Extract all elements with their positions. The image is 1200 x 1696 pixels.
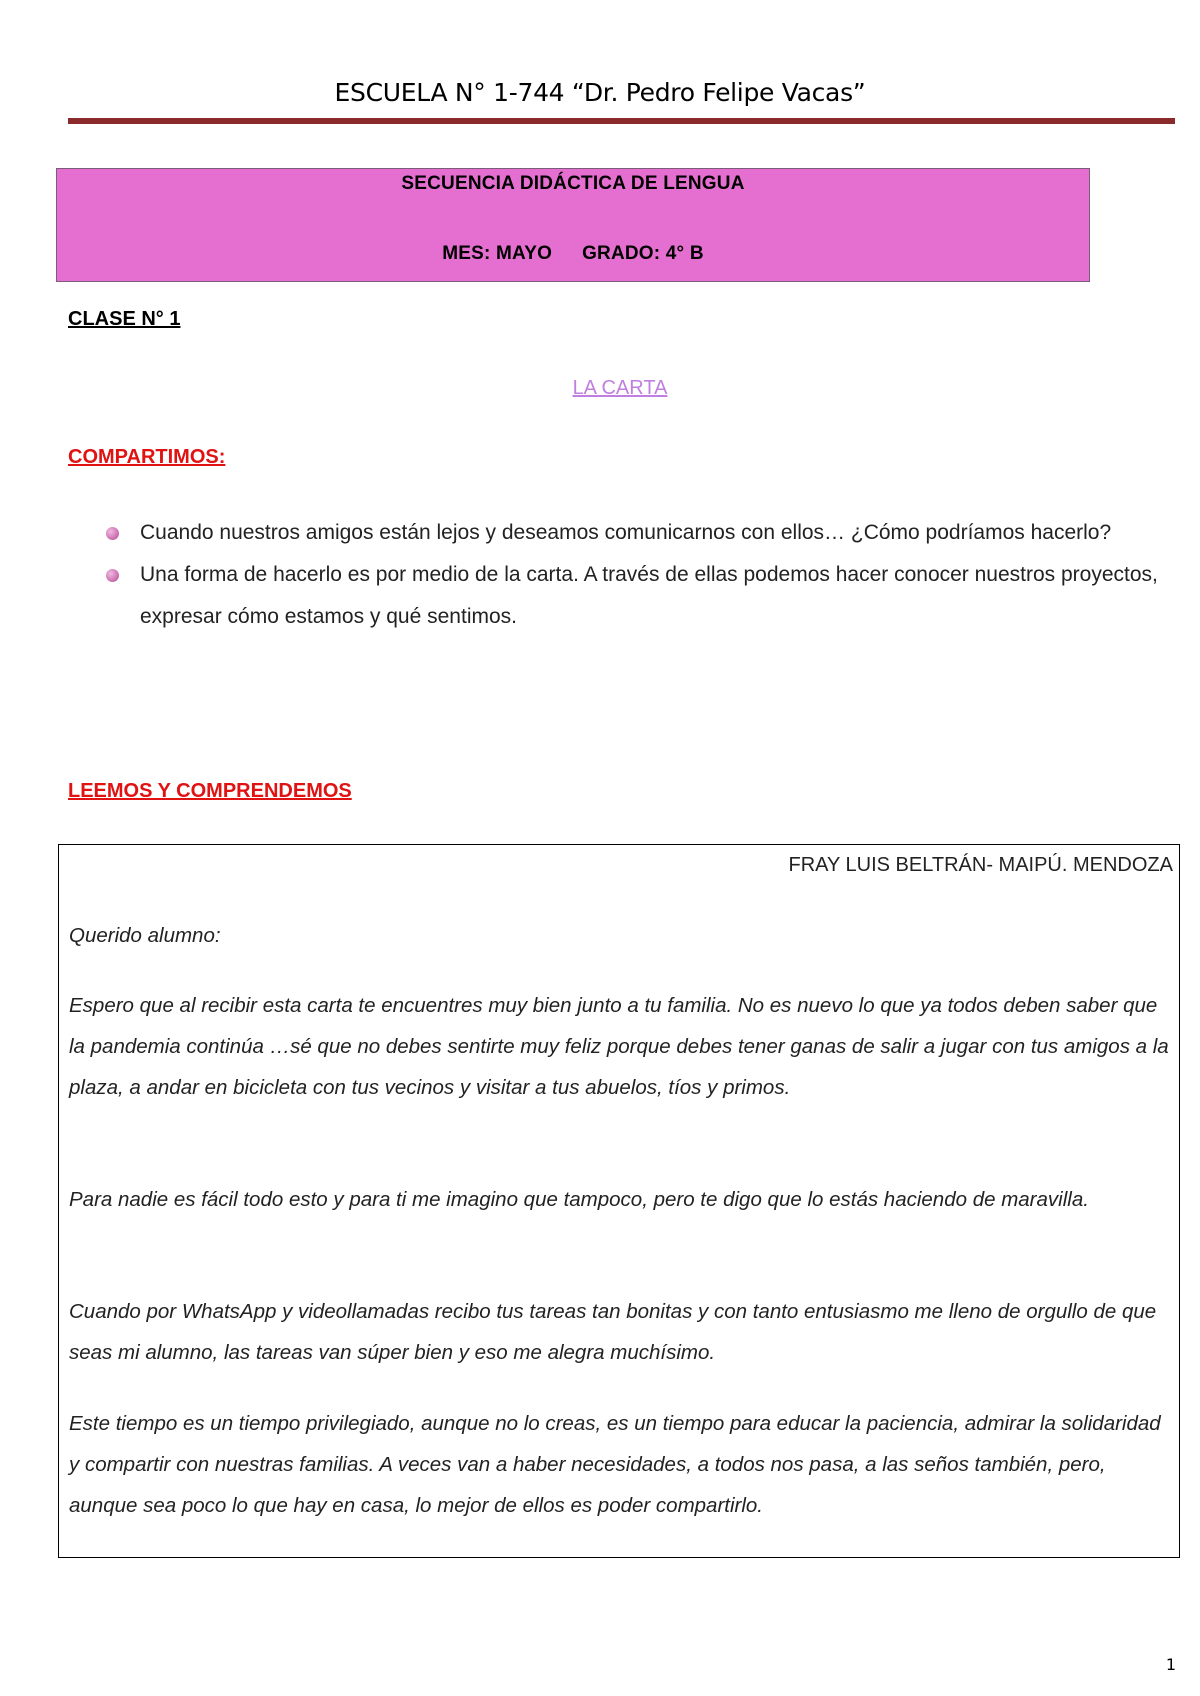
letter-paragraph: Cuando por WhatsApp y videollamadas recibo tus tareas tan bonitas y con tanto entusiasmo me lleno de orgullo de que seas mi alumno, las tareas van súper bien y eso me alegra muchísimo. <box>69 1300 1157 1364</box>
grade-label: GRADO: 4° B <box>582 243 704 264</box>
letter-box <box>58 844 1180 1558</box>
header-divider <box>68 118 1175 124</box>
sequence-title: SECUENCIA DIDÁCTICA DE LENGUA <box>401 173 745 194</box>
letter-paragraph: Espero que al recibir esta carta te encuentres muy bien junto a tu familia. No es nuevo lo que ya todos deben saber que la pandemia continúa …sé que no debes sentirte muy feliz porque debes tener ganas de salir a jugar con tus amigos a la plaza, a andar en bicicleta con tus vecinos y visitar a tus abuelos, tíos y primos. <box>69 994 1169 1099</box>
month-grade-line <box>57 243 1089 265</box>
topic-title: LA CARTA <box>572 377 668 399</box>
compartimos-heading: COMPARTIMOS: <box>68 446 226 468</box>
letter-place: FRAY LUIS BELTRÁN- MAIPÚ. MENDOZA <box>788 854 1173 876</box>
bullet-dot-icon <box>106 569 119 582</box>
class-number-heading: CLASE N° 1 <box>68 308 181 330</box>
list-item <box>105 512 1175 554</box>
page-number: 1 <box>1165 1655 1176 1674</box>
letter-paragraph: Este tiempo es un tiempo privilegiado, aunque no lo creas, es un tiempo para educar la paciencia, admirar la solidaridad y compartir con nuestras familias. A veces van a haber necesidades, a todos nos pasa, a las seños también, pero, aunque sea poco lo que hay en casa, lo mejor de ellos es poder compartirlo. <box>69 1412 1161 1517</box>
compartimos-bullet-list <box>105 512 1175 638</box>
month-label: MES: MAYO <box>442 243 553 264</box>
title-box <box>56 168 1090 282</box>
letter-greeting: Querido alumno: <box>69 924 221 947</box>
leemos-heading: LEEMOS Y COMPRENDEMOS <box>68 780 352 802</box>
bullet-text: Una forma de hacerlo es por medio de la carta. A través de ellas podemos hacer conocer nuestros proyectos, expresar cómo estamos y qué sentimos. <box>140 563 1158 628</box>
bullet-text: Cuando nuestros amigos están lejos y deseamos comunicarnos con ellos… ¿Cómo podríamos hacerlo? <box>140 521 1112 544</box>
letter-paragraph: Para nadie es fácil todo esto y para ti me imagino que tampoco, pero te digo que lo estás haciendo de maravilla. <box>69 1188 1089 1211</box>
list-item <box>105 554 1175 638</box>
bullet-dot-icon <box>106 527 119 540</box>
school-header: ESCUELA N° 1-744 “Dr. Pedro Felipe Vacas” <box>334 78 866 107</box>
